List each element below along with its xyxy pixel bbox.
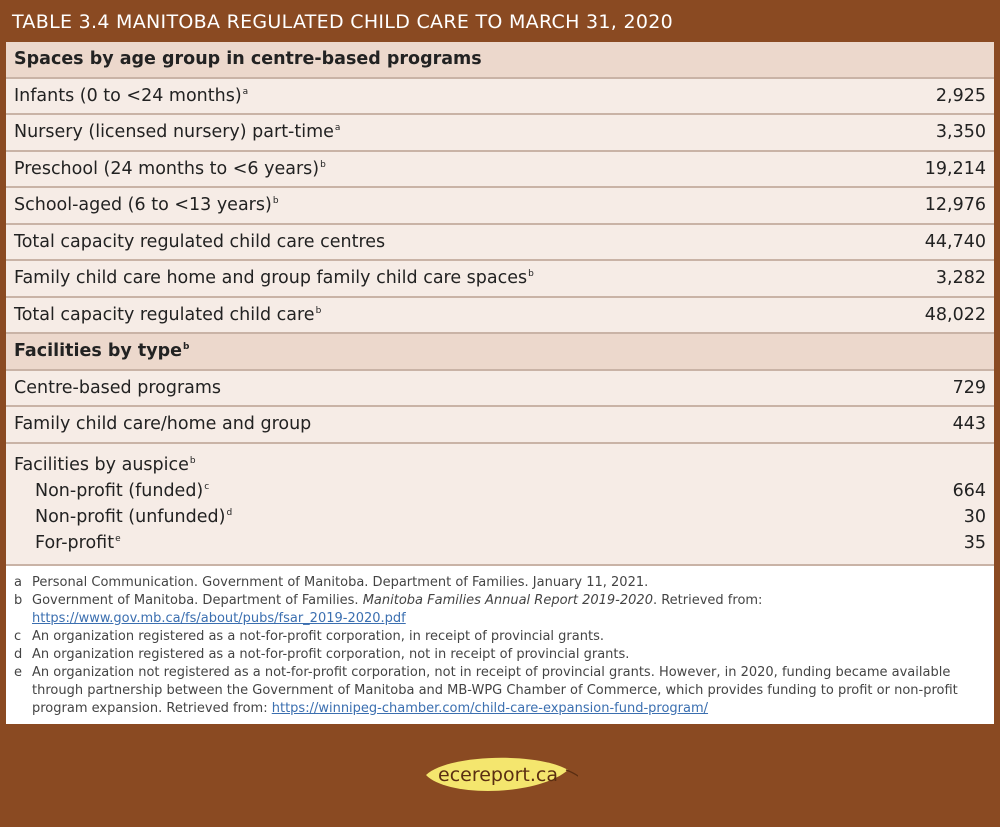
section-label: Facilities by type$^b$ bbox=[14, 341, 190, 362]
footnote-a: a Personal Communication. Government of Manitoba. Department of Families. January 11, 2021. bbox=[14, 574, 649, 590]
row-value: 48,022 bbox=[924, 304, 986, 325]
table-row bbox=[6, 371, 994, 408]
row-value: 664 bbox=[952, 480, 986, 501]
row-label: Centre-based programs bbox=[14, 377, 222, 398]
auspice-row: Non-profit (unfunded)$^d$ 30 bbox=[35, 506, 986, 527]
auspice-row: For-profit$^e$ 35 bbox=[35, 532, 986, 553]
row-label: Nursery (licensed nursery) part-time$^a$ bbox=[14, 122, 341, 143]
row-value: 12,976 bbox=[924, 195, 986, 216]
row-label: Infants (0 to <24 months)$^a$ bbox=[14, 85, 249, 106]
table-title: TABLE 3.4 MANITOBA REGULATED CHILD CARE TO MARCH 31, 2020 bbox=[12, 11, 674, 33]
auspice-header: Facilities by auspice$^b$ bbox=[14, 454, 196, 475]
chamber-link[interactable]: https://winnipeg-chamber.com/child-care-expansion-fund-program/ bbox=[271, 700, 709, 716]
table-row bbox=[6, 115, 994, 152]
report-link[interactable]: https://www.gov.mb.ca/fs/about/pubs/fsar_2019-2020.pdf bbox=[32, 610, 406, 626]
table-row bbox=[6, 79, 994, 116]
logo-text: ecereport.ca bbox=[438, 764, 558, 786]
footnote-e: e An organization not registered as a not-for-profit corporation, not in receipt of provincial grants. However, in 2020, funding became available through partnership between the Government of Manitoba and MB-WPG Chamber of Commerce, which provides funding to profit or non-profit program expansion. Retrieved from: https://winnipeg-chamber.com/child-care-expansion-fund-program/ bbox=[14, 664, 958, 716]
table-row bbox=[6, 225, 994, 262]
row-value: 19,214 bbox=[924, 158, 986, 179]
row-value: 35 bbox=[963, 532, 986, 553]
footnote-b: b Government of Manitoba. Department of Families. Manitoba Families Annual Report 2019-2020. Retrieved from: https://www.gov.mb.ca/fs/about/pubs/fsar_2019-2020.pdf bbox=[14, 592, 763, 626]
row-label: School-aged (6 to <13 years)$^b$ bbox=[14, 195, 279, 216]
row-value: 3,350 bbox=[935, 122, 986, 143]
auspice-block bbox=[6, 444, 994, 566]
section-header-spaces bbox=[6, 42, 994, 79]
auspice-row: Non-profit (funded)$^c$ 664 bbox=[35, 480, 986, 501]
table-row bbox=[6, 298, 994, 335]
table-row bbox=[6, 261, 994, 298]
row-value: 3,282 bbox=[935, 268, 986, 289]
footnotes bbox=[6, 566, 994, 724]
row-value: 443 bbox=[952, 414, 986, 435]
table-row bbox=[6, 407, 994, 444]
row-label: Family child care home and group family child care spaces$^b$ bbox=[14, 268, 534, 289]
row-label: Total capacity regulated child care$^b$ bbox=[14, 304, 322, 325]
row-label: Preschool (24 months to <6 years)$^b$ bbox=[14, 158, 326, 179]
data-table bbox=[6, 42, 994, 724]
table-row bbox=[6, 188, 994, 225]
row-label: Total capacity regulated child care centres bbox=[14, 231, 386, 252]
table-row bbox=[6, 152, 994, 189]
footnote-c: c An organization registered as a not-for-profit corporation, in receipt of provincial grants. bbox=[14, 628, 604, 644]
row-value: 44,740 bbox=[924, 231, 986, 252]
section-header-facilities bbox=[6, 334, 994, 371]
row-value: 30 bbox=[963, 506, 986, 527]
row-value: 729 bbox=[952, 377, 986, 398]
row-label: Family child care/home and group bbox=[14, 414, 312, 435]
section-label: Spaces by age group in centre-based programs bbox=[14, 49, 482, 70]
row-value: 2,925 bbox=[935, 85, 986, 106]
footnote-d: d An organization registered as a not-for-profit corporation, not in receipt of provincial grants. bbox=[14, 646, 630, 662]
